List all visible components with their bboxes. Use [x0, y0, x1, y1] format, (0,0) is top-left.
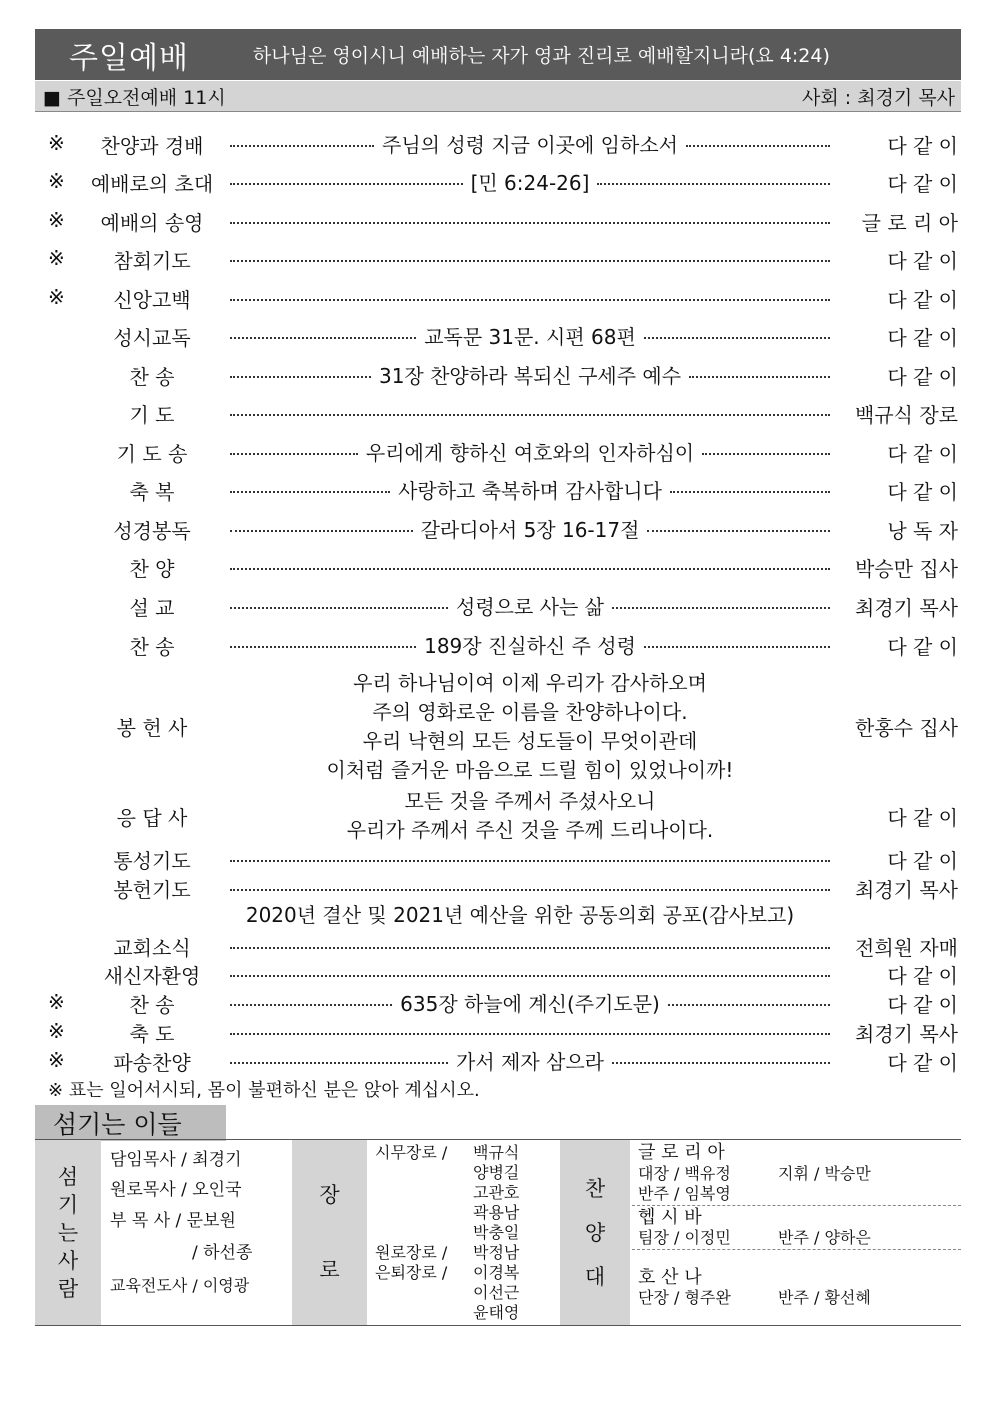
- response-line: 모든 것을 주께서 주셨사오니: [404, 789, 656, 813]
- order-row: [0, 128, 992, 158]
- order-leader: [230, 128, 830, 158]
- order-row: [0, 436, 992, 466]
- header-bar: [35, 29, 961, 80]
- order-content: 주님의 성령 지금 이곳에 임하소서: [382, 132, 678, 157]
- choir-leader: 대장 / 백유정: [638, 1164, 731, 1183]
- standing-note: ※ 표는 일어서시되, 몸이 불편하신 분은 앉아 계십시오.: [48, 1080, 480, 1101]
- order-leader: [230, 436, 830, 466]
- order-content: [민 6:24-26]: [470, 170, 590, 195]
- order-who: 다 같 이: [887, 134, 958, 158]
- order-item: 축 복: [129, 480, 175, 504]
- choir-accompanist: 반주 / 양하은: [778, 1228, 871, 1247]
- order-who: 박승만 집사: [855, 557, 958, 581]
- order-item: 성경봉독: [113, 519, 191, 543]
- choir-leader: 단장 / 형주완: [638, 1288, 731, 1307]
- stand-mark: ※: [48, 990, 65, 1014]
- order-who: 최경기 목사: [855, 1022, 958, 1046]
- order-item: 찬 송: [129, 365, 175, 389]
- pastor-entry: / 하선종: [192, 1243, 253, 1263]
- choir-conductor: 지휘 / 박승만: [778, 1164, 871, 1183]
- offertory-line: 주의 영화로운 이름을 찬양하나이다.: [372, 700, 688, 724]
- order-who: 전희원 자매: [855, 936, 958, 960]
- elders-label: 장 로: [292, 1140, 367, 1325]
- order-who: 다 같 이: [887, 964, 958, 988]
- order-row: [0, 843, 992, 873]
- order-who: 다 같 이: [887, 1051, 958, 1075]
- elder-name: 고관호: [473, 1183, 520, 1202]
- order-item: 신앙고백: [113, 288, 191, 312]
- choir-accompanist: 반주 / 황선혜: [778, 1288, 871, 1307]
- response-text: [230, 787, 830, 845]
- order-content: 교독문 31문. 시편 68편: [424, 324, 636, 349]
- order-leader: [230, 872, 830, 902]
- elder-name: 윤태영: [473, 1303, 520, 1322]
- order-item: 찬 양: [129, 557, 175, 581]
- elder-name: 백규식: [473, 1143, 520, 1162]
- servers-table: [35, 1139, 961, 1326]
- choir-divider: [632, 1205, 961, 1206]
- stand-mark: ※: [48, 169, 65, 193]
- order-row: [0, 205, 992, 235]
- order-leader: [230, 397, 830, 427]
- order-content: 사랑하고 축복하며 감사합니다: [398, 478, 662, 503]
- order-who: 다 같 이: [887, 288, 958, 312]
- order-who: 다 같 이: [887, 635, 958, 659]
- order-leader: [230, 359, 830, 389]
- order-content: 갈라디아서 5장 16-17절: [420, 517, 640, 542]
- order-who: 최경기 목사: [855, 878, 958, 902]
- service-host: 사회 : 최경기 목사: [802, 86, 955, 109]
- order-item: 찬양과 경배: [100, 134, 204, 158]
- order-item: 기 도: [129, 403, 175, 427]
- page-title: 주일예배: [69, 40, 189, 76]
- order-leader: [230, 987, 830, 1017]
- order-row: [0, 320, 992, 350]
- elder-name: 이선근: [473, 1283, 520, 1302]
- announcement: 2020년 결산 및 2021년 예산을 위한 공동의회 공포(감사보고): [245, 903, 795, 927]
- order-item: 축 도: [129, 1022, 175, 1046]
- choir-leader: 팀장 / 이정민: [638, 1228, 731, 1247]
- order-row: [0, 282, 992, 312]
- order-who: 다 같 이: [887, 172, 958, 196]
- offertory-line: 이처럼 즐거운 마음으로 드릴 힘이 있었나이까!: [326, 758, 734, 782]
- elder-name: 박충일: [473, 1223, 520, 1242]
- order-who: 다 같 이: [887, 365, 958, 389]
- order-leader: [230, 629, 830, 659]
- order-item: 봉 헌 사: [116, 716, 188, 740]
- order-leader: [230, 1016, 830, 1046]
- order-row: [0, 930, 992, 960]
- order-who: 한홍수 집사: [855, 716, 958, 740]
- stand-mark: ※: [48, 285, 65, 309]
- choir-accompanist: 반주 / 임복영: [638, 1184, 731, 1203]
- order-leader: [230, 474, 830, 504]
- order-row: [0, 397, 992, 427]
- elders-emeritus-label: 원로장로 /: [375, 1243, 448, 1262]
- order-row: [0, 166, 992, 196]
- order-item: 파송찬양: [113, 1051, 191, 1075]
- order-row: [0, 987, 992, 1017]
- order-item: 참회기도: [113, 249, 191, 273]
- order-row: [0, 513, 992, 543]
- order-row: [0, 872, 992, 902]
- elders-retired-label: 은퇴장로 /: [375, 1263, 448, 1282]
- stand-mark: ※: [48, 1048, 65, 1072]
- order-who: 다 같 이: [887, 480, 958, 504]
- order-leader: [230, 1045, 830, 1075]
- order-row: [0, 629, 992, 659]
- order-who: 다 같 이: [887, 806, 958, 830]
- order-who: 다 같 이: [887, 442, 958, 466]
- order-who: 다 같 이: [887, 249, 958, 273]
- order-row: [0, 590, 992, 620]
- order-row: [0, 551, 992, 581]
- order-who: 백규식 장로: [855, 403, 958, 427]
- order-row: [0, 474, 992, 504]
- order-leader: [230, 590, 830, 620]
- elders-active-label: 시무장로 /: [375, 1143, 448, 1162]
- order-content: 189장 진실하신 주 성령: [424, 633, 636, 658]
- stand-mark: ※: [48, 246, 65, 270]
- order-leader: [230, 282, 830, 312]
- service-bar: [35, 81, 961, 112]
- order-row: [0, 958, 992, 988]
- offertory-line: 우리 낙현의 모든 성도들이 무엇이관데: [362, 729, 698, 753]
- order-item: 교회소식: [113, 936, 191, 960]
- order-content: 우리에게 향하신 여호와의 인자하심이: [365, 440, 695, 465]
- choir-divider: [632, 1249, 961, 1250]
- order-item: 응 답 사: [116, 806, 188, 830]
- stand-mark: ※: [48, 131, 65, 155]
- order-item: 봉헌기도: [113, 878, 191, 902]
- elder-name: 박정남: [473, 1243, 520, 1262]
- order-leader: [230, 843, 830, 873]
- order-row: [0, 1045, 992, 1075]
- pastor-entry: 부 목 사 / 문보원: [110, 1211, 236, 1231]
- choir-name: 헵 시 바: [638, 1207, 702, 1228]
- header-verse: 하나님은 영이시니 예배하는 자가 영과 진리로 예배할지니라(요 4:24): [252, 45, 830, 67]
- elder-name: 이경복: [473, 1263, 520, 1282]
- order-item: 통성기도: [113, 849, 191, 873]
- choir-name: 호 산 나: [638, 1267, 702, 1288]
- order-item: 성시교독: [113, 326, 191, 350]
- order-item: 예배의 송영: [100, 211, 204, 235]
- order-leader: [230, 958, 830, 988]
- pastors-label: 섬 기 는 사 람: [35, 1140, 101, 1325]
- elder-name: 양병길: [473, 1163, 520, 1182]
- service-name: ■ 주일오전예배 11시: [43, 86, 226, 109]
- order-leader: [230, 513, 830, 543]
- order-item: 새신자환영: [103, 964, 201, 988]
- elder-name: 곽용남: [473, 1203, 520, 1222]
- offertory-line: 우리 하나님이여 이제 우리가 감사하오며: [353, 671, 707, 695]
- pastor-entry: 교육전도사 / 이영광: [110, 1276, 250, 1295]
- response-line: 우리가 주께서 주신 것을 주께 드리나이다.: [346, 818, 714, 842]
- stand-mark: ※: [48, 1019, 65, 1043]
- order-leader: [230, 551, 830, 581]
- order-leader: [230, 930, 830, 960]
- servers-title: 섬기는 이들: [35, 1105, 226, 1141]
- order-row: [0, 1016, 992, 1046]
- choir-label: 찬 양 대: [560, 1140, 630, 1325]
- order-who: 최경기 목사: [855, 596, 958, 620]
- pastor-entry: 담임목사 / 최경기: [110, 1150, 242, 1170]
- order-content: 635장 하늘에 계신(주기도문): [400, 991, 660, 1016]
- order-item: 찬 송: [129, 993, 175, 1017]
- order-leader: [230, 166, 830, 196]
- order-content: 가서 제자 삼으라: [456, 1049, 604, 1074]
- order-who: 다 같 이: [887, 993, 958, 1017]
- order-row: [0, 359, 992, 389]
- order-leader: [230, 243, 830, 273]
- order-who: 다 같 이: [887, 326, 958, 350]
- order-item: 설 교: [129, 596, 175, 620]
- offertory-text: [230, 669, 830, 785]
- pastor-entry: 원로목사 / 오인국: [110, 1180, 242, 1200]
- order-leader: [230, 320, 830, 350]
- stand-mark: ※: [48, 208, 65, 232]
- choir-name: 글 로 리 아: [638, 1142, 725, 1163]
- order-content: 성령으로 사는 삶: [456, 594, 604, 619]
- order-item: 기 도 송: [116, 442, 188, 466]
- order-item: 찬 송: [129, 635, 175, 659]
- order-row: [0, 243, 992, 273]
- order-item: 예배로의 초대: [90, 172, 214, 196]
- order-content: 31장 찬양하라 복되신 구세주 예수: [378, 363, 682, 388]
- order-who: 낭 독 자: [887, 519, 958, 543]
- order-who: 글 로 리 아: [861, 211, 958, 235]
- order-leader: [230, 205, 830, 235]
- order-who: 다 같 이: [887, 849, 958, 873]
